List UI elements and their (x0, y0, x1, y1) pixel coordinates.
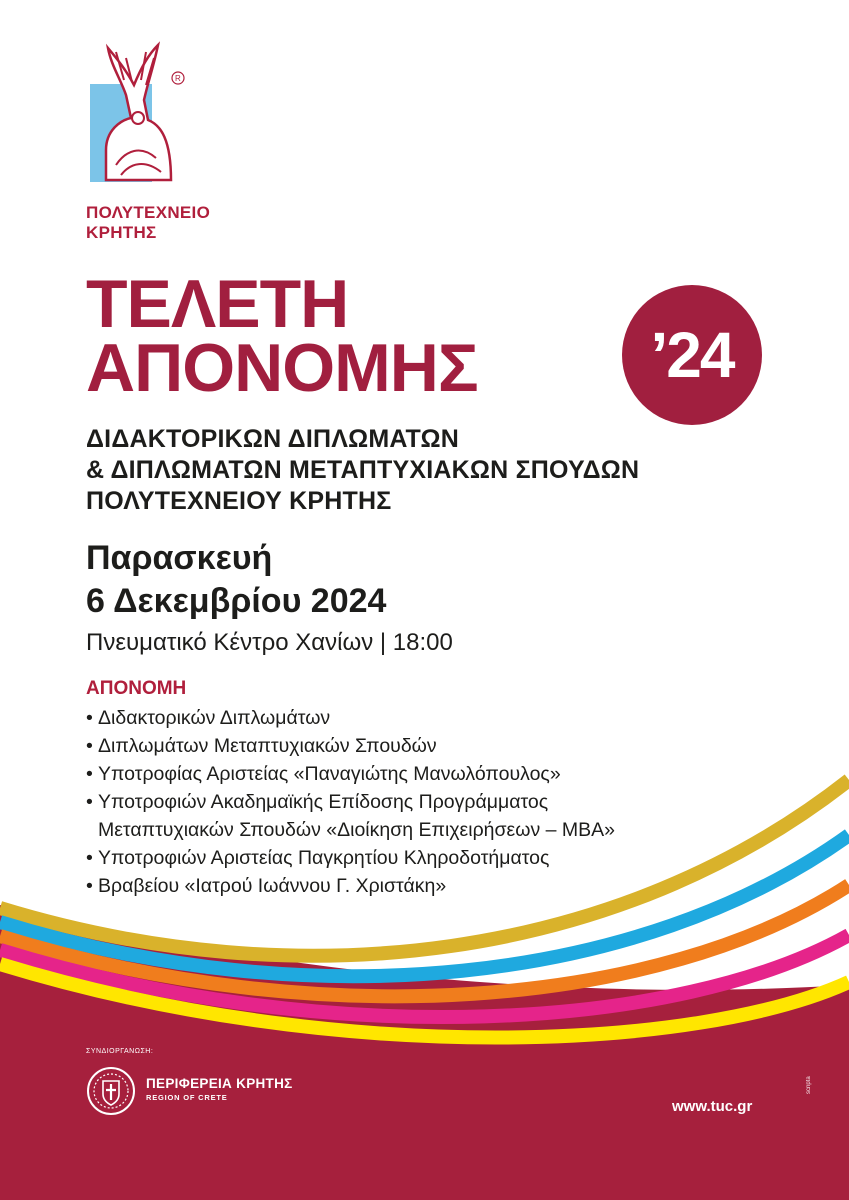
co-organizer-label: ΣΥΝΔΙΟΡΓΑΝΩΣΗ: (86, 1048, 154, 1055)
university-name-line2: ΚΡΗΤΗΣ (86, 223, 157, 242)
awards-list (86, 704, 615, 900)
region-crete-emblem-icon (86, 1066, 136, 1116)
title-line1: ΤΕΛΕΤΗ (86, 266, 349, 342)
subtitle-line2: & ΔΙΠΛΩΜΑΤΩΝ ΜΕΤΑΠΤΥΧΙΑΚΩΝ ΣΠΟΥΔΩΝ (86, 456, 640, 484)
award-item: • Διπλωμάτων Μεταπτυχιακών Σπουδών (86, 732, 615, 760)
event-day: Παρασκευή (86, 539, 273, 577)
award-item: • Βραβείου «Ιατρού Ιωάννου Γ. Χριστάκη» (86, 872, 615, 900)
event-date (86, 537, 386, 623)
winged-sphinx-logo-icon (86, 40, 181, 190)
award-item-continuation: Μεταπτυχιακών Σπουδών «Διοίκηση Επιχειρήσεων – MBA» (98, 819, 616, 841)
region-name-en: REGION OF CRETE (146, 1093, 228, 1102)
award-item: • Υποτροφιών Ακαδημαϊκής Επίδοσης Προγράμματος (86, 788, 615, 816)
awards-heading: ΑΠΟΝΟΜΗ (86, 678, 187, 699)
year-badge: ’24 (622, 285, 762, 425)
event-full-date: 6 Δεκεμβρίου 2024 (86, 582, 387, 620)
ceremony-subtitle (86, 424, 639, 517)
subtitle-line1: ΔΙΔΑΚΤΟΡΙΚΩΝ ΔΙΠΛΩΜΑΤΩΝ (86, 425, 460, 453)
ceremony-title (86, 266, 478, 406)
award-item: • Υποτροφίας Αριστείας «Παναγιώτης Μανωλόπουλος» (86, 760, 615, 788)
title-line2: ΑΠΟΝΟΜΗΣ (86, 330, 478, 406)
svg-text:R: R (175, 74, 181, 83)
region-name: ΠΕΡΙΦΕΡΕΙΑ ΚΡΗΤΗΣ (146, 1076, 293, 1091)
event-venue: Πνευματικό Κέντρο Χανίων | 18:00 (86, 629, 453, 656)
website-link[interactable]: www.tuc.gr (672, 1098, 753, 1115)
award-item: • Διδακτορικών Διπλωμάτων (86, 704, 615, 732)
subtitle-line3: ΠΟΛΥΤΕΧΝΕΙΟΥ ΚΡΗΤΗΣ (86, 487, 392, 515)
designer-credit: scripta (806, 1076, 812, 1094)
award-item: • Υποτροφιών Αριστείας Παγκρητίου Κληροδοτήματος (86, 844, 615, 872)
university-name-line1: ΠΟΛΥΤΕΧΝΕΙΟ (86, 203, 211, 222)
university-name (86, 203, 210, 243)
